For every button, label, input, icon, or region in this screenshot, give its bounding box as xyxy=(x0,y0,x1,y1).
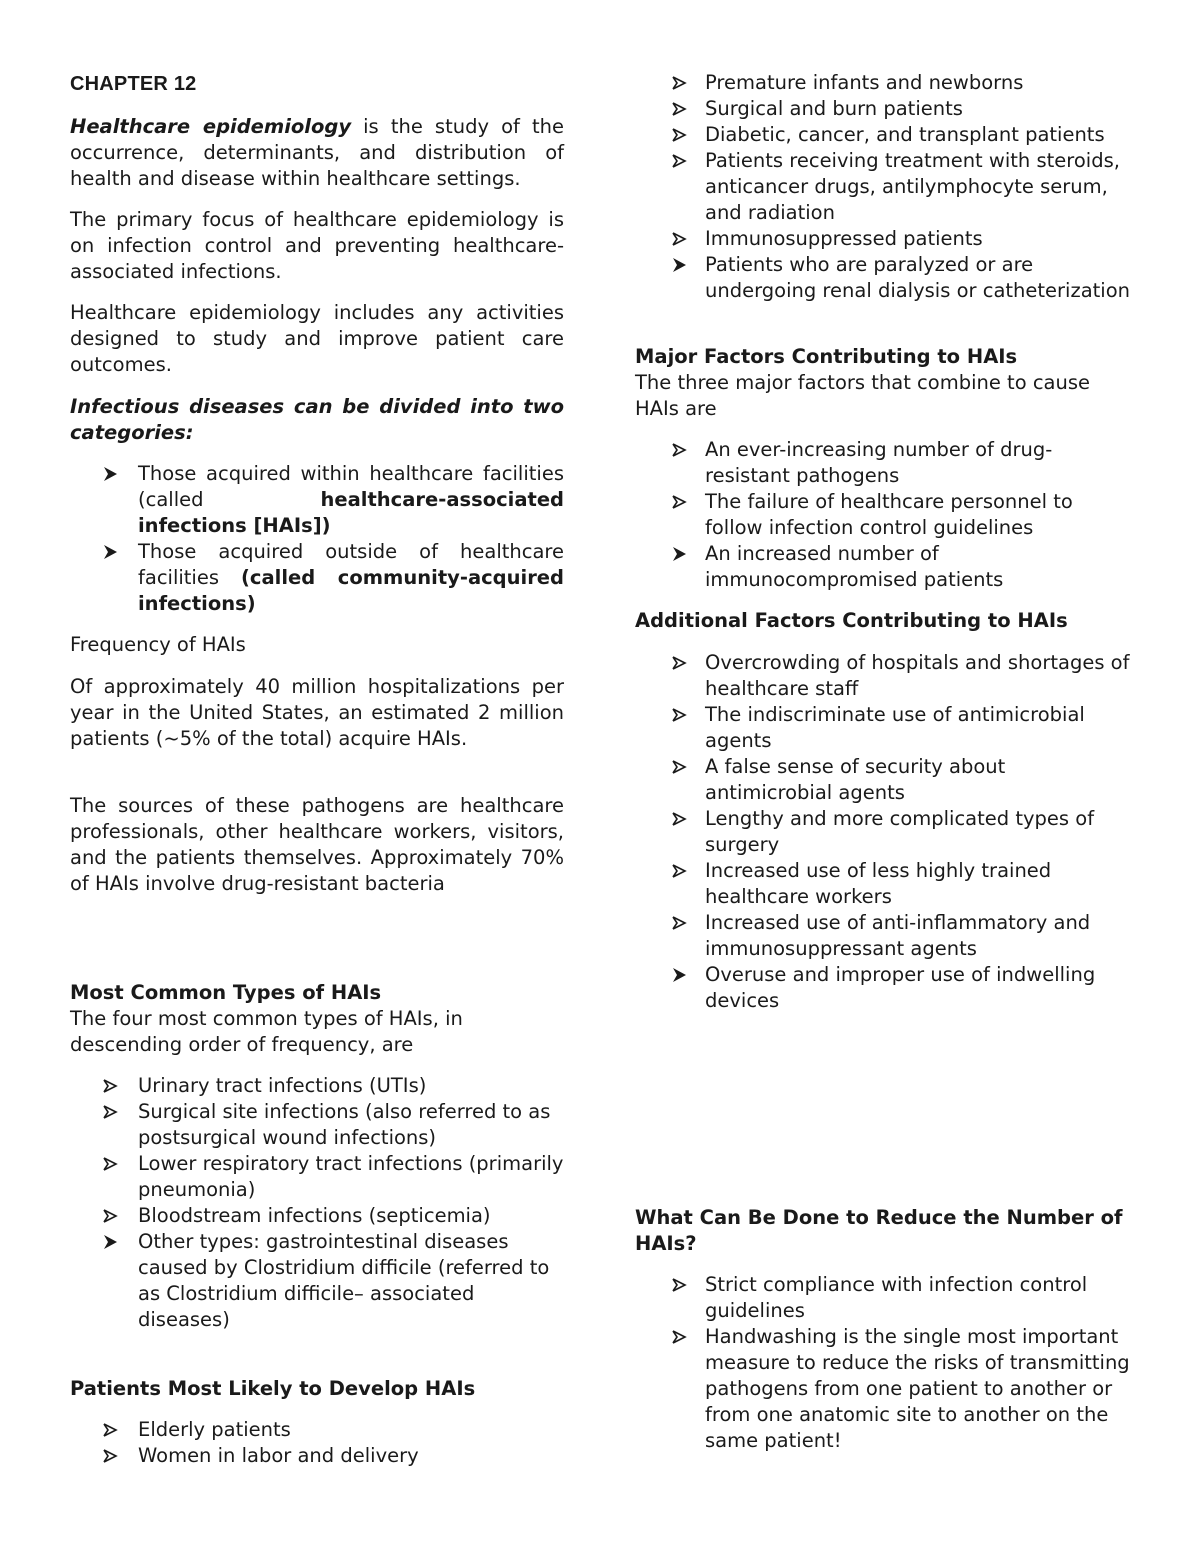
arrowhead-bullet-icon xyxy=(102,1099,120,1125)
focus-paragraph: The primary focus of healthcare epidemiology is on infection control and preventing healthcare-associated infections. xyxy=(70,208,564,283)
frequency-paragraph: Of approximately 40 million hospitalizations per year in the United States, an estimated 2 million patients (~5% of the total) acquire HAIs. xyxy=(70,675,564,750)
list-item: Those acquired within healthcare facilities (called healthcare-associated infections [HAIs]) xyxy=(66,461,564,539)
arrowhead-bullet-icon xyxy=(102,461,120,487)
chapter-title: CHAPTER 12 xyxy=(70,73,197,95)
arrowhead-bullet-icon xyxy=(671,226,689,252)
list-item: Lengthy and more complicated types of surgery xyxy=(635,806,1135,858)
list-item: An increased number of immunocompromised patients xyxy=(635,541,1135,593)
list-item: Those acquired outside of healthcare facilities (called community-acquired infections) xyxy=(66,539,564,617)
common-types-list xyxy=(66,1073,564,1333)
arrowhead-bullet-icon xyxy=(671,96,689,122)
arrowhead-bullet-icon xyxy=(671,858,689,884)
list-item: Bloodstream infections (septicemia) xyxy=(66,1203,564,1229)
arrowhead-bullet-icon xyxy=(671,962,689,988)
sources-paragraph: The sources of these pathogens are healthcare professionals, other healthcare workers, visitors, and the patients themselves. Approximately 70% of HAIs involve drug-resistant bacteria xyxy=(70,794,564,895)
arrowhead-bullet-icon xyxy=(671,910,689,936)
list-item: Elderly patients xyxy=(66,1417,564,1443)
reduce-list xyxy=(635,1272,1135,1454)
patients-list-left xyxy=(66,1417,564,1469)
arrowhead-bullet-icon xyxy=(671,122,689,148)
arrowhead-bullet-icon xyxy=(102,1151,120,1177)
arrowhead-bullet-icon xyxy=(102,1203,120,1229)
arrowhead-bullet-icon xyxy=(671,70,689,96)
arrowhead-bullet-icon xyxy=(102,1443,120,1469)
definition-term: Healthcare epidemiology xyxy=(70,115,352,138)
frequency-heading: Frequency of HAIs xyxy=(70,633,246,656)
arrowhead-bullet-icon xyxy=(102,1417,120,1443)
definition-paragraph xyxy=(70,114,564,192)
list-item: Other types: gastrointestinal diseases caused by Clostridium difficile (referred to as Clostridium difficile– associated diseases) xyxy=(66,1229,564,1333)
patients-list-right xyxy=(635,70,1135,304)
list-item: The failure of healthcare personnel to follow infection control guidelines xyxy=(635,489,1135,541)
arrowhead-bullet-icon xyxy=(671,437,689,463)
list-item: Overcrowding of hospitals and shortages of healthcare staff xyxy=(635,650,1135,702)
major-factors-list xyxy=(635,437,1135,593)
list-item: Strict compliance with infection control guidelines xyxy=(635,1272,1135,1324)
arrowhead-bullet-icon xyxy=(102,539,120,565)
reduce-heading: What Can Be Done to Reduce the Number of HAIs? xyxy=(635,1206,1123,1255)
activities-paragraph: Healthcare epidemiology includes any activities designed to study and improve patient care outcomes. xyxy=(70,301,564,376)
arrowhead-bullet-icon xyxy=(671,806,689,832)
list-item: Immunosuppressed patients xyxy=(635,226,1135,252)
arrowhead-bullet-icon xyxy=(671,489,689,515)
list-item: A false sense of security about antimicrobial agents xyxy=(635,754,1135,806)
arrowhead-bullet-icon xyxy=(102,1229,120,1255)
list-item: Patients receiving treatment with steroids, anticancer drugs, antilymphocyte serum, and radiation xyxy=(635,148,1135,226)
arrowhead-bullet-icon xyxy=(671,1324,689,1350)
additional-factors-heading: Additional Factors Contributing to HAIs xyxy=(635,609,1068,632)
list-item: The indiscriminate use of antimicrobial agents xyxy=(635,702,1135,754)
list-item: Diabetic, cancer, and transplant patients xyxy=(635,122,1135,148)
list-item: An ever-increasing number of drug-resistant pathogens xyxy=(635,437,1135,489)
additional-factors-list xyxy=(635,650,1135,1014)
list-item: Increased use of anti-inflammatory and immunosuppressant agents xyxy=(635,910,1135,962)
categories-list xyxy=(66,461,564,617)
list-item: Urinary tract infections (UTIs) xyxy=(66,1073,564,1099)
arrowhead-bullet-icon xyxy=(671,754,689,780)
major-factors-heading: Major Factors Contributing to HAIs xyxy=(635,345,1018,368)
categories-heading: Infectious diseases can be divided into two categories: xyxy=(70,395,564,444)
list-item: Overuse and improper use of indwelling devices xyxy=(635,962,1135,1014)
patients-heading: Patients Most Likely to Develop HAIs xyxy=(70,1377,476,1400)
arrowhead-bullet-icon xyxy=(102,1073,120,1099)
list-item: Increased use of less highly trained healthcare workers xyxy=(635,858,1135,910)
common-types-heading: Most Common Types of HAIs xyxy=(70,981,382,1004)
major-factors-intro: The three major factors that combine to cause HAIs are xyxy=(635,371,1091,420)
arrowhead-bullet-icon xyxy=(671,1272,689,1298)
definition-text: is the study of the occurrence, determinants, and distribution of health and disease within healthcare settings. xyxy=(70,115,564,190)
list-item: Patients who are paralyzed or are undergoing renal dialysis or catheterization xyxy=(635,252,1135,304)
list-item: Surgical site infections (also referred to as postsurgical wound infections) xyxy=(66,1099,564,1151)
list-item: Surgical and burn patients xyxy=(635,96,1135,122)
arrowhead-bullet-icon xyxy=(671,702,689,728)
list-item: Premature infants and newborns xyxy=(635,70,1135,96)
list-item: Handwashing is the single most important measure to reduce the risks of transmitting pathogens from one patient to another or from one anatomic site to another on the same patient! xyxy=(635,1324,1135,1454)
arrowhead-bullet-icon xyxy=(671,252,689,278)
list-item: Lower respiratory tract infections (primarily pneumonia) xyxy=(66,1151,564,1203)
arrowhead-bullet-icon xyxy=(671,650,689,676)
common-types-intro: The four most common types of HAIs, in descending order of frequency, are xyxy=(70,1007,463,1056)
list-item: Women in labor and delivery xyxy=(66,1443,564,1469)
arrowhead-bullet-icon xyxy=(671,148,689,174)
arrowhead-bullet-icon xyxy=(671,541,689,567)
